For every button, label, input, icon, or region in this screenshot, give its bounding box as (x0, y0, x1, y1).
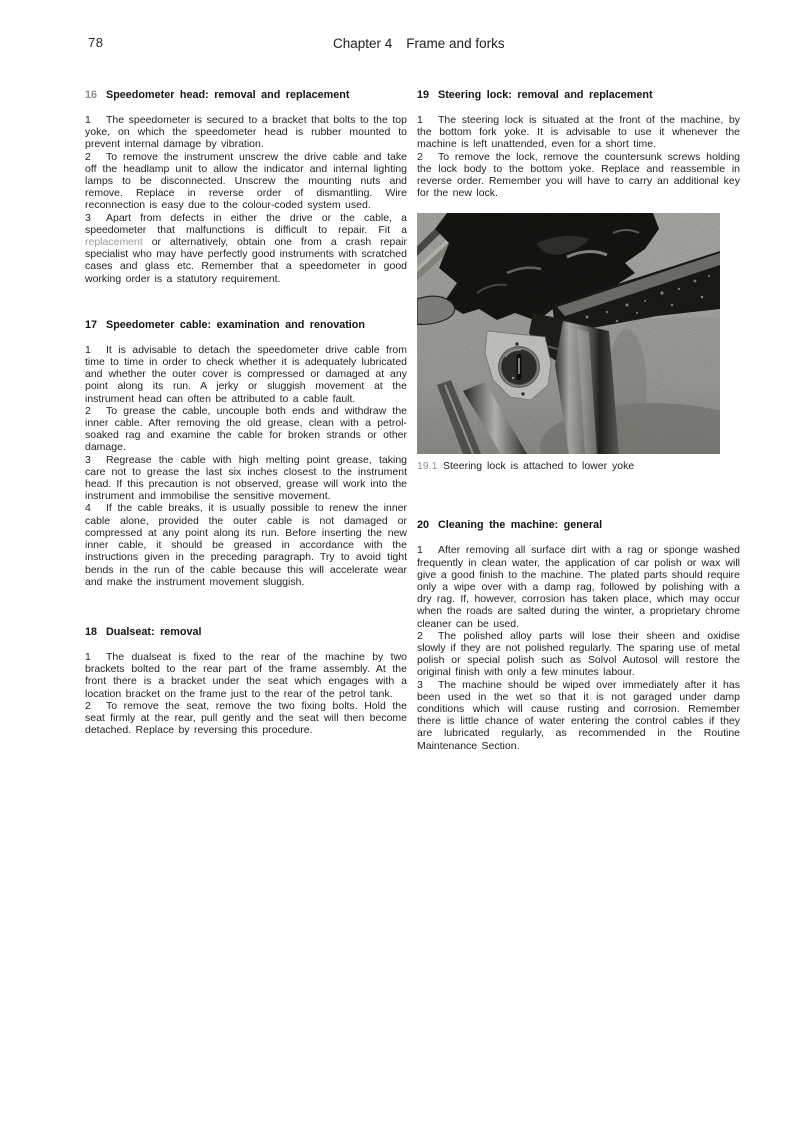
paragraph-text: The steering lock is situated at the front of the machine, by the bottom fork yoke. It is advisable to use it whenever the machine is left unattended, even for a short time. (417, 114, 740, 151)
paragraph (85, 344, 407, 405)
paragraph-text: To grease the cable, uncouple both ends and withdraw the inner cable. After removing the old grease, clean with a petrol-soaked rag and examine the cable for broken strands or other damage. (85, 404, 407, 454)
section-17-speedometer-cable (85, 319, 407, 588)
paragraph (85, 651, 407, 700)
paragraph-text: To remove the lock, remove the countersunk screws holding the lock body to the bottom yoke. Replace and reassemble in reverse order. Remember you will have to carry an additional key for the new lock. (417, 150, 740, 200)
paragraph-number: 1 (85, 343, 91, 356)
chapter-label: Chapter 4 (333, 36, 393, 51)
paragraph-text: The dualseat is fixed to the rear of the machine by two brackets bolted to the rear part of the frame assembly. At the front there is a bracket under the seat which engages with a location bracket on the frame just to the rear of the petrol tank. (85, 650, 407, 700)
paragraph-text: The speedometer is secured to a bracket that bolts to the top yoke, on which the speedometer head is rubber mounted to prevent internal damage by vibration. (85, 114, 407, 151)
paragraph-text: or alternatively, obtain one from a crash repair specialist who may have perfectly good instruments with scratched cases and glass etc. Remember that a speedometer in good working order is a statutory requirement. (85, 236, 407, 285)
paragraph (417, 679, 740, 752)
faded-print-word: replacement (85, 236, 143, 249)
paragraph-number: 2 (85, 404, 91, 417)
section-18-title: Dualseat: removal (106, 625, 202, 638)
section-19-heading (417, 89, 740, 101)
section-16-body (85, 114, 407, 285)
paragraph-text: It is advisable to detach the speedometer drive cable from time to time in order to check whether it is adequately lubricated and whether the outer cover is compressed or damaged at any point along its run. A jerky or sluggish movement at the instrument head can often be attributed to a cable fault. (85, 343, 407, 405)
left-column (85, 82, 407, 736)
section-17-body (85, 344, 407, 588)
section-19-number: 19 (417, 89, 430, 101)
section-16-number: 16 (85, 89, 98, 101)
paragraph-text: If the cable breaks, it is usually possible to renew the inner cable alone, provided the outer cable is not damaged or compressed at any point along its run. Before inserting the new inner cable, it should be greased in accordance with the instructions given in the preceding paragraph. Try to avoid tight bends in the run of the cable because this will accelerate wear and make the instrument movement sluggish. (85, 502, 407, 588)
section-16-title: Speedometer head: removal and replacement (106, 89, 350, 101)
paragraph-number: 1 (417, 114, 423, 126)
paragraph-number: 2 (85, 150, 91, 163)
paragraph (85, 114, 407, 151)
paragraph-text: The machine should be wiped over immediately after it has been used in the wet so that it is not garaged under damp conditions which will cause rusting and corrosion. Remember there is little chance of water entering the control cables if they are lubricated regularly, as recommended in the Routine Maintenance Section. (417, 678, 740, 752)
paragraph-text: Apart from defects in either the drive or the cable, a speedometer that malfunctions is difficult to repair. Fit a (85, 211, 407, 236)
section-17-title: Speedometer cable: examination and renovation (106, 318, 365, 331)
section-20-body (417, 544, 740, 751)
chapter-title: Frame and forks (406, 36, 505, 51)
figure-caption (417, 460, 720, 473)
paragraph-text: To remove the seat, remove the two fixing bolts. Hold the seat firmly at the rear, pull gently and the seat will then become detached. Replace by reversing this procedure. (85, 699, 407, 737)
paragraph (417, 114, 740, 151)
section-20-heading (417, 519, 740, 531)
figure-number: 19.1 (417, 460, 438, 473)
paragraph-number: 4 (85, 502, 91, 515)
paragraph (85, 151, 407, 212)
paragraph-text: After removing all surface dirt with a rag or sponge washed frequently in clean water, the application of car polish or wax will give a good finish to the machine. The plated parts should require only a wipe over with a damp rag, followed by polishing with a dry rag. If, however, corrosion has taken place, which may occur when the roads are salted during the winter, a proprietary chrome cleaner can be used. (417, 544, 740, 630)
paragraph (417, 151, 740, 200)
section-17-heading (85, 319, 407, 331)
steering-lock-photo (417, 213, 720, 454)
paragraph-number: 2 (417, 629, 423, 642)
section-19-body (417, 114, 740, 199)
section-19-steering-lock (417, 89, 740, 199)
section-16-speedometer-head (85, 89, 407, 285)
paragraph (417, 630, 740, 679)
paragraph (417, 544, 740, 629)
section-20-title: Cleaning the machine: general (438, 519, 603, 532)
section-18-body (85, 651, 407, 736)
paragraph-number: 2 (85, 699, 91, 712)
paragraph-text: To remove the instrument unscrew the drive cable and take off the headlamp unit to allow the indicator and internal lighting lamps to be disconnected. Unscrew the mounting nuts and remove. Replace in reverse order of dismantling. Wire reconnection is easy due to the colour-coded system used. (85, 150, 407, 212)
paragraph (85, 405, 407, 454)
paragraph (85, 212, 407, 285)
chapter-header (333, 36, 505, 51)
paragraph-number: 1 (417, 544, 423, 557)
paragraph-number: 2 (417, 150, 423, 163)
section-18-heading (85, 626, 407, 638)
page-number: 78 (88, 35, 104, 50)
section-19-title: Steering lock: removal and replacement (438, 89, 653, 101)
paragraph-text: The polished alloy parts will lose their sheen and oxidise slowly if they are not polished regularly. The sparing use of metal polish or special polish such as Solvol Autosol will restore the original finish with only a few minutes labour. (417, 629, 740, 679)
section-18-dualseat (85, 626, 407, 736)
section-18-number: 18 (85, 625, 98, 638)
paragraph-number: 3 (85, 211, 91, 224)
paragraph (85, 454, 407, 503)
figure-caption-text: Steering lock is attached to lower yoke (443, 460, 635, 473)
paragraph-number: 1 (85, 114, 91, 126)
paragraph-text: Regrease the cable with high melting point grease, taking care not to grease the last six inches closest to the instrument head. If this precaution is not observed, grease will work into the instrument and immobilise the sensitive movement. (85, 453, 407, 503)
paragraph-number: 1 (85, 650, 91, 663)
right-column (417, 82, 740, 752)
paragraph (85, 700, 407, 737)
section-16-heading (85, 89, 407, 101)
paragraph-number: 3 (417, 678, 423, 691)
figure-19-1 (417, 213, 720, 473)
paragraph-number: 3 (85, 453, 91, 466)
section-20-number: 20 (417, 519, 430, 532)
section-17-number: 17 (85, 318, 98, 331)
section-20-cleaning (417, 519, 740, 751)
paragraph (85, 502, 407, 587)
